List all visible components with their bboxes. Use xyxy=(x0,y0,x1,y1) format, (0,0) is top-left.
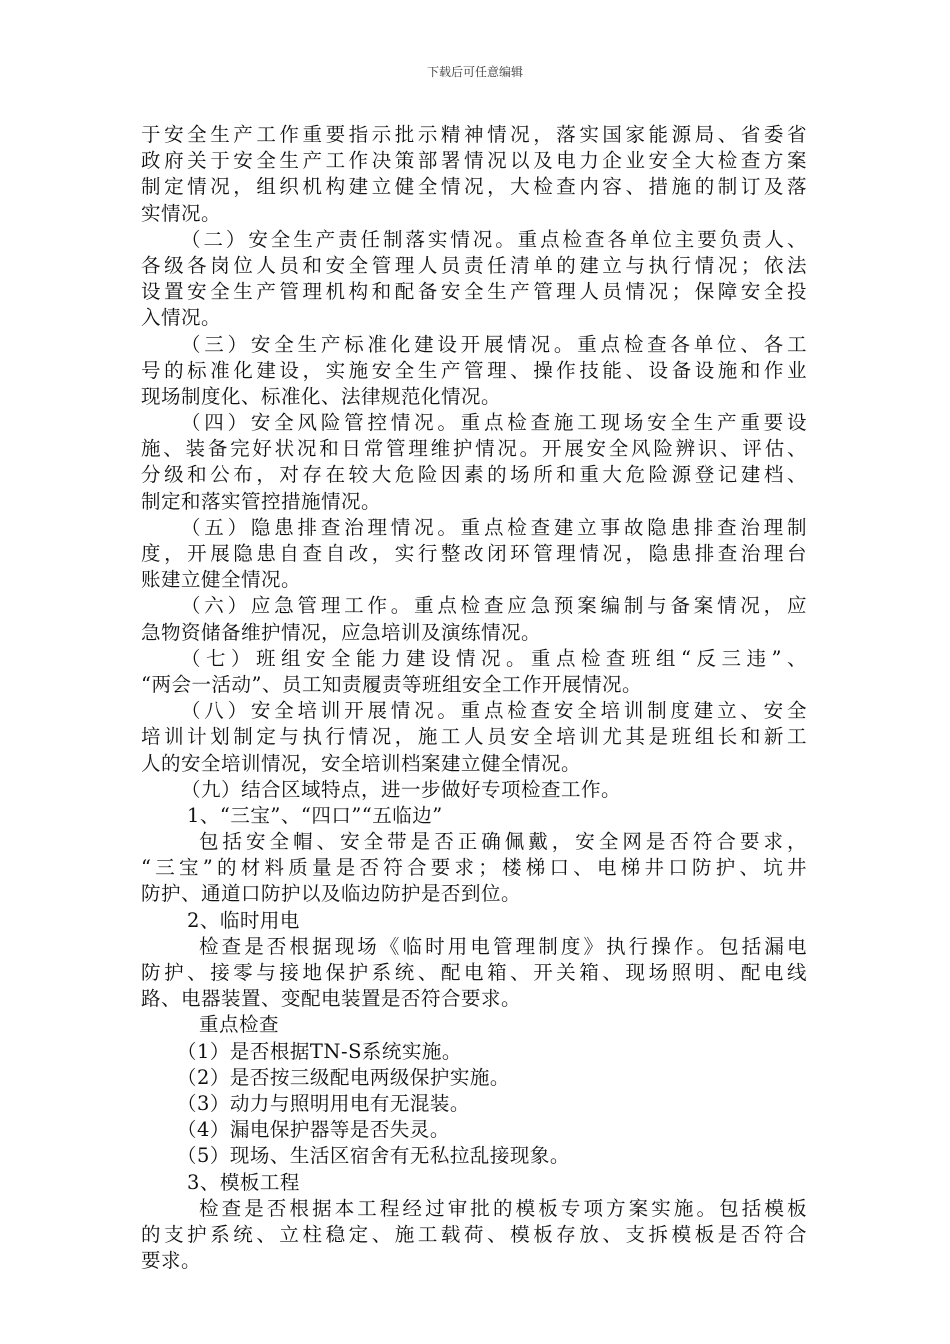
check-item: （5）现场、生活区宿舍有无私拉乱接现象。 xyxy=(177,1144,570,1168)
text-line: 检查是否根据现场《临时用电管理制度》执行操作。包括漏电 xyxy=(199,934,807,958)
subsection-3-heading: 3、模板工程 xyxy=(187,1170,300,1194)
text-line: “两会一活动”、员工知责履责等班组安全工作开展情况。 xyxy=(141,672,642,696)
page-header: 下载后可任意编辑 xyxy=(426,65,523,79)
check-item: （2）是否按三级配电两级保护实施。 xyxy=(177,1065,510,1089)
text-line: 制定情况，组织机构建立健全情况，大检查内容、措施的制订及落 xyxy=(141,175,807,199)
text-line: 政府关于安全生产工作决策部署情况以及电力企业安全大检查方案 xyxy=(141,149,807,173)
text-line: 人的安全培训情况，安全培训档案建立健全情况。 xyxy=(141,751,582,775)
section-5-heading: （五）隐患排查治理情况。重点检查建立事故隐患排查治理制 xyxy=(181,515,807,539)
subsection-2-heading: 2、临时用电 xyxy=(187,908,300,932)
text-line: 制定和落实管控措施情况。 xyxy=(141,489,382,513)
text-line: 检查是否根据本工程经过审批的模板专项方案实施。包括模板 xyxy=(199,1196,807,1220)
text-line: 于安全生产工作重要指示批示精神情况，落实国家能源局、省委省 xyxy=(141,123,807,146)
section-7-heading: （七）班组安全能力建设情况。重点检查班组“反三违”、 xyxy=(181,646,807,670)
text-line: 设置安全生产管理机构和配备安全生产管理人员情况；保障安全投 xyxy=(141,280,807,304)
text-line: 的支护系统、立柱稳定、施工载荷、模板存放、支拆模板是否符合 xyxy=(141,1222,807,1246)
check-item: （4）漏电保护器等是否失灵。 xyxy=(177,1118,450,1142)
text-line: 号的标准化建设，实施安全生产管理、操作技能、设备设施和作业 xyxy=(141,358,807,382)
document-body xyxy=(141,122,807,1274)
text-line: 防护、接零与接地保护系统、配电箱、开关箱、现场照明、配电线 xyxy=(141,961,807,984)
section-4-heading: （四）安全风险管控情况。重点检查施工现场安全生产重要设 xyxy=(181,411,807,435)
text-line: 急物资储备维护情况，应急培训及演练情况。 xyxy=(141,620,542,644)
subsection-1-heading: 1、“三宝”、“四口”“五临边” xyxy=(187,803,443,827)
text-line: 包括安全帽、安全带是否正确佩戴，安全网是否符合要求， xyxy=(199,830,807,854)
text-line: 路、电器装置、变配电装置是否符合要求。 xyxy=(141,987,522,1011)
text-line: 度，开展隐患自查自改，实行整改闭环管理情况，隐患排查治理台 xyxy=(141,542,807,565)
text-line: 现场制度化、标准化、法律规范化情况。 xyxy=(141,384,502,408)
key-checks-heading: 重点检查 xyxy=(199,1013,280,1037)
section-9-heading: （九）结合区域特点，进一步做好专项检查工作。 xyxy=(181,777,622,801)
text-line: 各级各岗位人员和安全管理人员责任清单的建立与执行情况；依法 xyxy=(141,253,807,277)
section-3-heading: （三）安全生产标准化建设开展情况。重点检查各单位、各工 xyxy=(181,332,807,356)
text-line: 分级和公布，对存在较大危险因素的场所和重大危险源登记建档、 xyxy=(141,463,807,487)
section-2-heading: （二）安全生产责任制落实情况。重点检查各单位主要负责人、 xyxy=(181,227,807,251)
text-line: 培训计划制定与执行情况，施工人员安全培训尤其是班组长和新工 xyxy=(141,725,807,749)
text-line: 防护、通道口防护以及临边防护是否到位。 xyxy=(141,882,522,906)
check-item: （3）动力与照明用电有无混装。 xyxy=(177,1091,470,1115)
text-line: 实情况。 xyxy=(141,201,222,225)
text-line: “三宝”的材料质量是否符合要求；楼梯口、电梯井口防护、坑井 xyxy=(141,856,807,880)
text-line: 入情况。 xyxy=(141,306,222,330)
section-6-heading: （六）应急管理工作。重点检查应急预案编制与备案情况，应 xyxy=(181,594,807,618)
section-8-heading: （八）安全培训开展情况。重点检查安全培训制度建立、安全 xyxy=(181,699,807,723)
text-line: 要求。 xyxy=(141,1249,202,1273)
check-item: （1）是否根据TN-S系统实施。 xyxy=(177,1039,462,1063)
text-line: 账建立健全情况。 xyxy=(141,568,302,592)
text-line: 施、装备完好状况和日常管理维护情况。开展安全风险辨识、评估、 xyxy=(141,437,807,461)
